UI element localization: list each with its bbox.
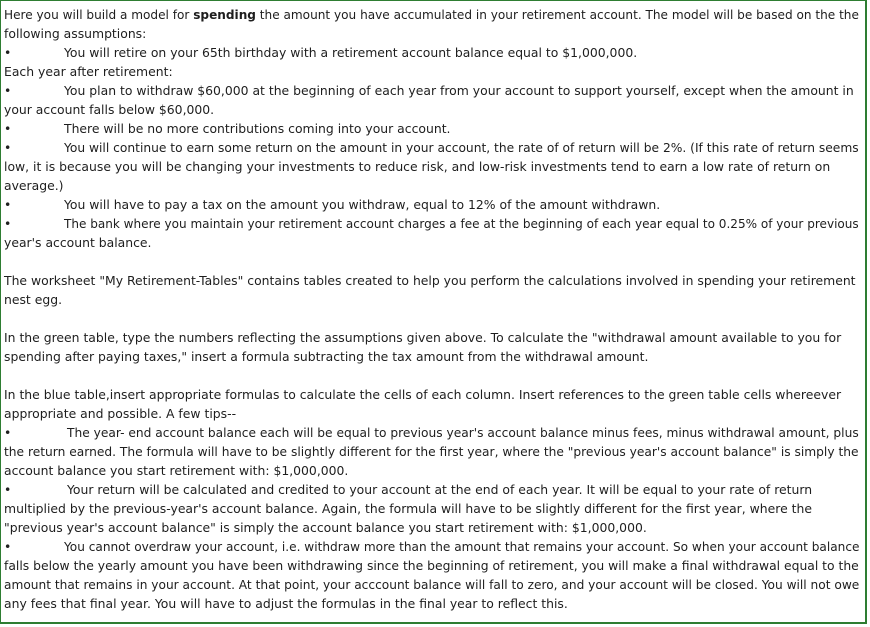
blue-table-para-line-2: appropriate and possible. A few tips-- [4, 406, 237, 421]
assumption-6-line-1: The bank where you maintain your retirement account charges a fee at the beginning of each year equal to 0.25% of your previous [64, 216, 859, 231]
each-year-heading: Each year after retirement: [4, 64, 173, 79]
assumption-4-line-3: average.) [4, 178, 64, 193]
worksheet-para-line-1: The worksheet "My Retirement-Tables" contains tables created to help you perform the calculations involved in spending your retirement [4, 273, 856, 288]
bullet-icon: • [4, 425, 12, 440]
intro-text-rest: the amount you have accumulated in your retirement account. The model will be based on the the [255, 7, 859, 22]
assumption-2-line-1: You plan to withdraw $60,000 at the beginning of each year from your account to support yourself, except when the amount in [64, 83, 854, 98]
tip-2-line-2: multiplied by the previous-year's account balance. Again, the formula will have to be slightly different for the first year, where the [4, 501, 812, 516]
tip-3-line-1: You cannot overdraw your account, i.e. withdraw more than the amount that remains your account. So when your account balance [64, 539, 860, 554]
bullet-icon: • [4, 216, 12, 231]
tip-1-line-1: The year- end account balance each will be equal to previous year's account balance minus fees, minus withdrawal amount, plus [67, 425, 859, 440]
tip-3-line-3: amount that remains in your account. At that point, your acccount balance will fall to zero, and your account will be closed. You will not owe [4, 577, 860, 592]
intro-line-1 [4, 5, 859, 24]
assumption-4-line-1: You will continue to earn some return on the amount in your account, the rate of of return will be 2%. (If this rate of return seems [64, 140, 859, 155]
blue-table-para-line-1: In the blue table,insert appropriate formulas to calculate the cells of each column. Insert references to the green table cells whereever [4, 387, 842, 402]
intro-line-2: following assumptions: [4, 26, 147, 41]
bullet-icon: • [4, 121, 12, 136]
intro-bold-word: spending [193, 7, 256, 22]
tip-2-line-1: Your return will be calculated and credited to your account at the end of each year. It will be equal to your rate of return [67, 482, 813, 497]
tip-3-line-4: any fees that final year. You will have to adjust the formulas in the final year to reflect this. [4, 596, 568, 611]
bullet-icon: • [4, 140, 12, 155]
assumption-1: You will retire on your 65th birthday with a retirement account balance equal to $1,000,000. [64, 45, 638, 60]
tip-3-line-2: falls below the yearly amount you have been withdrawing since the beginning of retirement, you will make a final withdrawal equal to the [4, 558, 859, 573]
tip-2-line-3: "previous year's account balance" is simply the account balance you start retirement with: $1,000,000. [4, 520, 647, 535]
bullet-icon: • [4, 83, 12, 98]
assumption-2-line-2: your account falls below $60,000. [4, 102, 215, 117]
assumption-4-line-2: low, it is because you will be changing your investments to reduce risk, and low-risk investments tend to earn a low rate of return on [4, 159, 831, 174]
assumption-3: There will be no more contributions coming into your account. [64, 121, 451, 136]
assumption-5: You will have to pay a tax on the amount you withdraw, equal to 12% of the amount withdrawn. [64, 197, 661, 212]
intro-text: Here you will build a model for [4, 7, 194, 22]
bullet-icon: • [4, 482, 12, 497]
tip-1-line-2: the return earned. The formula will have to be slightly different for the first year, where the "previous year's account balance" is simply the [4, 444, 859, 459]
worksheet-para-line-2: nest egg. [4, 292, 63, 307]
tip-1-line-3: account balance you start retirement with: $1,000,000. [4, 463, 349, 478]
green-table-para-line-1: In the green table, type the numbers reflecting the assumptions given above. To calculate the "withdrawal amount available to you for [4, 330, 842, 345]
bullet-icon: • [4, 197, 12, 212]
assumption-6-line-2: year's account balance. [4, 235, 152, 250]
bullet-icon: • [4, 45, 12, 60]
green-table-para-line-2: spending after paying taxes," insert a formula subtracting the tax amount from the withdrawal amount. [4, 349, 649, 364]
bullet-icon: • [4, 539, 12, 554]
